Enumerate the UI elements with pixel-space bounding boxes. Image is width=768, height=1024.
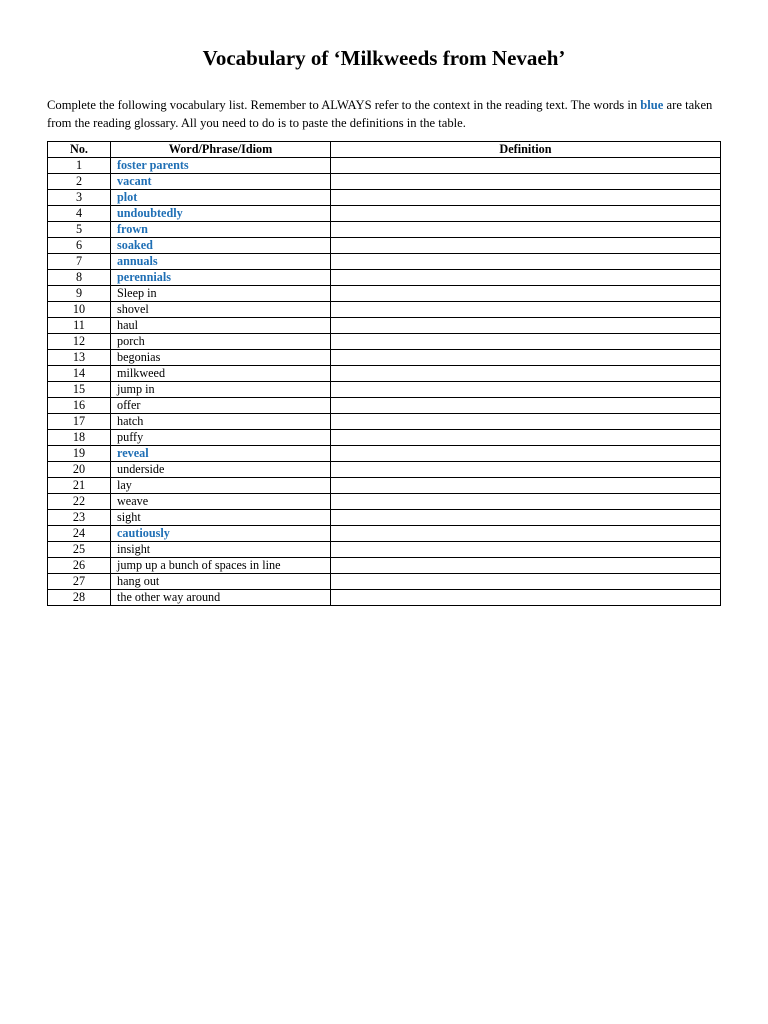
definition-cell[interactable] [331, 302, 721, 318]
row-number: 25 [48, 542, 111, 558]
definition-cell[interactable] [331, 222, 721, 238]
header-number: No. [48, 142, 111, 158]
row-number: 2 [48, 174, 111, 190]
row-number: 24 [48, 526, 111, 542]
definition-cell[interactable] [331, 382, 721, 398]
table-row [48, 590, 721, 606]
vocabulary-word: insight [111, 542, 331, 558]
instructions-text-part1: Complete the following vocabulary list. Remember to ALWAYS refer to the context in the reading text. The words in [47, 98, 641, 112]
vocabulary-word: shovel [111, 302, 331, 318]
instructions-text-part2: are taken from the reading glossary. All you need to do is to paste the definitions in the table. [47, 98, 713, 130]
table-row [48, 558, 721, 574]
row-number: 28 [48, 590, 111, 606]
row-number: 13 [48, 350, 111, 366]
vocabulary-word: hatch [111, 414, 331, 430]
instructions-paragraph [47, 96, 727, 132]
table-row [48, 494, 721, 510]
table-row [48, 334, 721, 350]
definition-cell[interactable] [331, 590, 721, 606]
row-number: 16 [48, 398, 111, 414]
table-row [48, 366, 721, 382]
vocabulary-word: sight [111, 510, 331, 526]
row-number: 18 [48, 430, 111, 446]
definition-cell[interactable] [331, 542, 721, 558]
row-number: 17 [48, 414, 111, 430]
row-number: 3 [48, 190, 111, 206]
vocabulary-word: puffy [111, 430, 331, 446]
table-row [48, 158, 721, 174]
table-row [48, 254, 721, 270]
table-row [48, 542, 721, 558]
row-number: 9 [48, 286, 111, 302]
table-row [48, 318, 721, 334]
row-number: 10 [48, 302, 111, 318]
definition-cell[interactable] [331, 446, 721, 462]
table-row [48, 222, 721, 238]
definition-cell[interactable] [331, 286, 721, 302]
table-row [48, 430, 721, 446]
row-number: 15 [48, 382, 111, 398]
vocabulary-word: begonias [111, 350, 331, 366]
vocabulary-word: underside [111, 462, 331, 478]
vocabulary-word: Sleep in [111, 286, 331, 302]
definition-cell[interactable] [331, 238, 721, 254]
glossary-word: foster parents [111, 158, 331, 174]
definition-cell[interactable] [331, 430, 721, 446]
row-number: 7 [48, 254, 111, 270]
definition-cell[interactable] [331, 270, 721, 286]
document-title: Vocabulary of ‘Milkweeds from Nevaeh’ [202, 46, 566, 70]
header-word-phrase-idiom: Word/Phrase/Idiom [111, 142, 331, 158]
table-row [48, 382, 721, 398]
row-number: 21 [48, 478, 111, 494]
table-row [48, 238, 721, 254]
glossary-word: perennials [111, 270, 331, 286]
glossary-word: vacant [111, 174, 331, 190]
vocabulary-word: haul [111, 318, 331, 334]
definition-cell[interactable] [331, 526, 721, 542]
vocabulary-table-body [48, 158, 721, 606]
table-row [48, 398, 721, 414]
table-row [48, 190, 721, 206]
definition-cell[interactable] [331, 158, 721, 174]
row-number: 12 [48, 334, 111, 350]
instructions-highlight-blue: blue [640, 98, 664, 112]
definition-cell[interactable] [331, 478, 721, 494]
table-row [48, 478, 721, 494]
definition-cell[interactable] [331, 510, 721, 526]
table-row [48, 350, 721, 366]
vocabulary-word: milkweed [111, 366, 331, 382]
definition-cell[interactable] [331, 254, 721, 270]
row-number: 26 [48, 558, 111, 574]
table-row [48, 526, 721, 542]
vocabulary-word: offer [111, 398, 331, 414]
glossary-word: cautiously [111, 526, 331, 542]
table-row [48, 270, 721, 286]
definition-cell[interactable] [331, 206, 721, 222]
glossary-word: frown [111, 222, 331, 238]
row-number: 11 [48, 318, 111, 334]
row-number: 22 [48, 494, 111, 510]
vocabulary-word: porch [111, 334, 331, 350]
table-header-row [48, 142, 721, 158]
definition-cell[interactable] [331, 350, 721, 366]
row-number: 14 [48, 366, 111, 382]
definition-cell[interactable] [331, 174, 721, 190]
table-row [48, 302, 721, 318]
definition-cell[interactable] [331, 318, 721, 334]
glossary-word: reveal [111, 446, 331, 462]
header-definition: Definition [331, 142, 721, 158]
definition-cell[interactable] [331, 414, 721, 430]
vocabulary-word: lay [111, 478, 331, 494]
definition-cell[interactable] [331, 398, 721, 414]
vocabulary-word: hang out [111, 574, 331, 590]
row-number: 1 [48, 158, 111, 174]
definition-cell[interactable] [331, 494, 721, 510]
row-number: 8 [48, 270, 111, 286]
table-row [48, 174, 721, 190]
vocabulary-word: jump in [111, 382, 331, 398]
glossary-word: plot [111, 190, 331, 206]
table-row [48, 206, 721, 222]
vocabulary-word: jump up a bunch of spaces in line [111, 558, 331, 574]
definition-cell[interactable] [331, 334, 721, 350]
glossary-word: annuals [111, 254, 331, 270]
row-number: 20 [48, 462, 111, 478]
row-number: 4 [48, 206, 111, 222]
row-number: 27 [48, 574, 111, 590]
definition-cell[interactable] [331, 366, 721, 382]
glossary-word: undoubtedly [111, 206, 331, 222]
row-number: 23 [48, 510, 111, 526]
table-row [48, 286, 721, 302]
table-row [48, 510, 721, 526]
row-number: 19 [48, 446, 111, 462]
definition-cell[interactable] [331, 462, 721, 478]
vocabulary-word: the other way around [111, 590, 331, 606]
row-number: 5 [48, 222, 111, 238]
vocabulary-word: weave [111, 494, 331, 510]
table-row [48, 446, 721, 462]
glossary-word: soaked [111, 238, 331, 254]
table-row [48, 462, 721, 478]
definition-cell[interactable] [331, 558, 721, 574]
row-number: 6 [48, 238, 111, 254]
table-row [48, 414, 721, 430]
vocabulary-table [47, 141, 721, 606]
definition-cell[interactable] [331, 574, 721, 590]
definition-cell[interactable] [331, 190, 721, 206]
table-row [48, 574, 721, 590]
